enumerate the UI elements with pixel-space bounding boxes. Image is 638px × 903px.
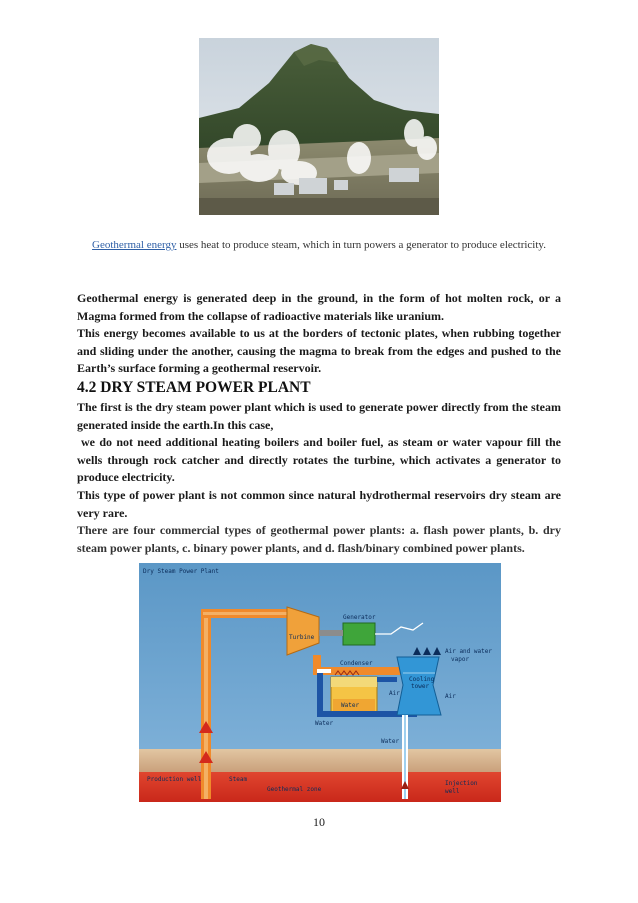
diagram-title: Dry Steam Power Plant xyxy=(143,568,219,575)
generator-label: Generator xyxy=(343,614,376,621)
air-right-label: Air xyxy=(445,693,456,700)
section-heading: 4.2 DRY STEAM POWER PLANT xyxy=(77,378,311,396)
dry-steam-diagram xyxy=(139,563,501,802)
well-label: well xyxy=(445,788,460,795)
paragraph-1: Geothermal energy is generated deep in the ground, in the form of hot molten rock, or a Magma formed from the collapse of radioactive materials like uranium. xyxy=(77,291,561,323)
air-left-label: Air xyxy=(389,690,400,697)
production-well-label: Production well xyxy=(147,776,202,783)
paragraph-4: we do not need additional heating boilers and boiler fuel, as steam or water vapour fill the wells through rock catcher and directly rotates the turbine, which activates a generator to produce electricity. xyxy=(77,435,561,485)
cooling-label: Cooling xyxy=(409,676,435,683)
water-pipe-label: Water xyxy=(315,720,334,727)
caption-text: uses heat to produce steam, which in turn powers a generator to produce electricity. xyxy=(176,239,546,251)
tower-label: tower xyxy=(411,683,430,690)
injection-label: Injection xyxy=(445,780,478,787)
vapor-label: vapor xyxy=(451,656,470,663)
steam-label: Steam xyxy=(229,776,248,783)
paragraph-5: This type of power plant is not common since natural hydrothermal reservoirs dry steam are very rare. xyxy=(77,487,561,520)
photo-caption xyxy=(70,233,568,257)
air-and-water-label: Air and water xyxy=(445,648,492,655)
turbine-label: Turbine xyxy=(289,634,315,641)
water-tank-label: Water xyxy=(341,702,360,709)
body-text xyxy=(77,290,561,557)
paragraph-3: The first is the dry steam power plant which is used to generate power directly from the steam generated inside the earth.In this case, xyxy=(77,399,561,432)
geothermal-zone-label: Geothermal zone xyxy=(267,786,322,793)
paragraph-6: There are four commercial types of geothermal power plants: a. flash power plants, b. dry steam power plants, c. binary power plants, and d. flash/binary combined power plants. xyxy=(77,523,561,555)
geothermal-energy-link[interactable]: Geothermal energy xyxy=(92,239,177,251)
condenser-label: Condenser xyxy=(340,660,373,667)
paragraph-2: This energy becomes available to us at the borders of tectonic plates, when rubbing together and sliding under the another, causing the magma to break from the edges and pushed to the Earth’s surface forming a geothermal reservoir. xyxy=(77,326,561,376)
page-number: 10 xyxy=(313,815,325,829)
geothermal-plant-photo xyxy=(199,38,439,215)
water-inject-label: Water xyxy=(381,738,400,745)
